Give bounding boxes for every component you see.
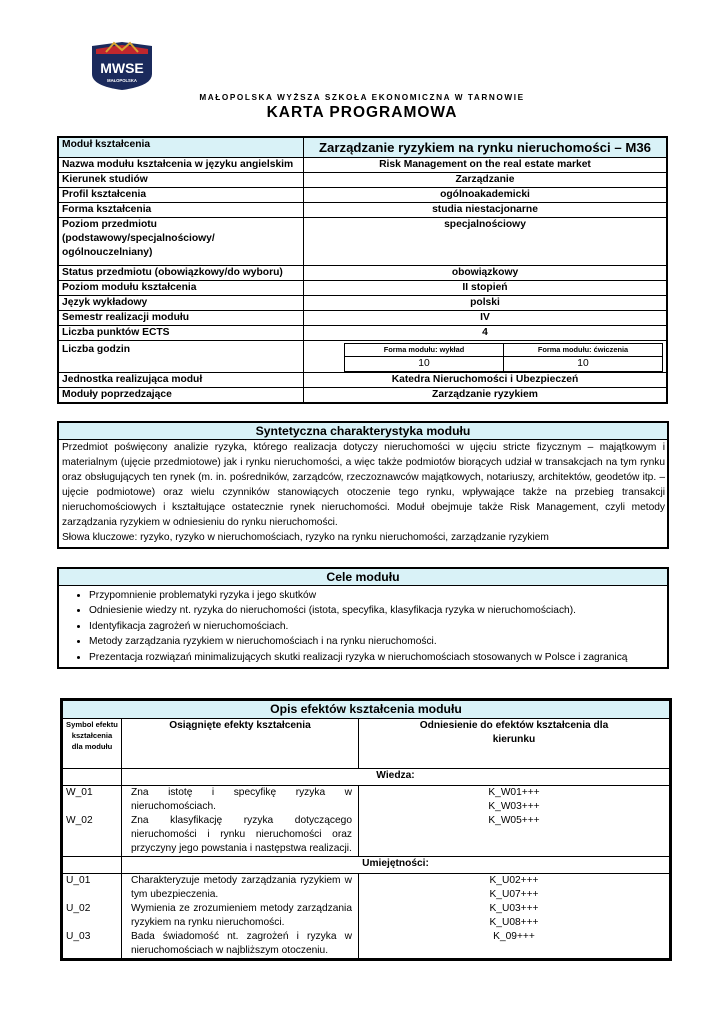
module-row <box>58 137 667 158</box>
info-value: Risk Management on the real estate market <box>304 158 668 173</box>
info-row <box>58 218 667 266</box>
info-value: studia niestacjonarne <box>304 203 668 218</box>
info-row <box>58 266 667 281</box>
effects-column-header: Osiągnięte efekty kształcenia <box>122 719 359 769</box>
effect-description: Zna klasyfikację ryzyka dotyczącego nieruchomości i rynku nieruchomości oraz przyczyny jego powstania i następstwa realizacji. <box>131 815 352 854</box>
info-row <box>58 158 667 173</box>
refs-column-header: Odniesienie do efektów kształcenia dla kierunku <box>359 719 670 769</box>
effect-symbol: U_01 <box>66 875 91 886</box>
goals-section <box>57 567 669 669</box>
info-row <box>58 173 667 188</box>
skills-row <box>63 874 670 959</box>
prereq-row <box>58 388 667 404</box>
info-value: ogólnoakademicki <box>304 188 668 203</box>
info-row <box>58 281 667 296</box>
info-value: 4 <box>304 326 668 341</box>
logo-emblem-icon <box>86 40 158 92</box>
hours-label: Liczba godzin <box>58 341 304 373</box>
effect-ref: K_W03+++ <box>488 801 540 812</box>
unit-row <box>58 373 667 388</box>
logo-text: MWSE <box>100 60 144 76</box>
hours-row <box>58 341 667 373</box>
school-name: MAŁOPOLSKA WYŻSZA SZKOŁA EKONOMICZNA W TARNOWIE <box>199 93 525 102</box>
effect-symbol: W_02 <box>66 815 93 826</box>
goals-list <box>59 586 667 667</box>
info-value: polski <box>304 296 668 311</box>
info-label: Poziom przedmiotu (podstawowy/specjalnościowy/ ogólnouczelniany) <box>58 218 304 266</box>
info-label: Poziom modułu kształcenia <box>58 281 304 296</box>
effect-symbol: W_01 <box>66 787 93 798</box>
exercise-form-label: Forma modułu: ćwiczenia <box>504 344 663 357</box>
synthetic-description: Przedmiot poświęcony analizie ryzyka, którego realizacja dotyczy nieruchomości w ujęciu stricte fizycznym – majątkowym i materialnym (ujęcie przedmiotowe) jak i rynku nieruchomości, a więc także podmiotów biorących udział w transakcjach na tym rynku oraz obsługujących ten rynek (m. in. pośredników, zarządców, rzeczoznawców majątkowych, notariuszy, architektów, geodetów itp. – ujęcie podmiotowe) oraz wielu czynników stanowiących otoczenie tego rynku, wpływające także na przebieg transakcji nieruchomościowych i kształtujące ostatecznie rynek nieruchomości. Moduł obejmuje także Risk Management, czyli metody zarządzania ryzykiem w odniesieniu do rynku nieruchomości. <box>62 442 665 528</box>
goal-item: • Przypomnienie problematyki ryzyka i jego skutków <box>89 588 663 603</box>
info-row <box>58 296 667 311</box>
info-label: Forma kształcenia <box>58 203 304 218</box>
effect-description: Zna istotę i specyfikę ryzyka w nieruchomościach. <box>131 787 352 812</box>
synthetic-keywords: Słowa kluczowe: ryzyko, ryzyko w nieruchomościach, ryzyko na rynku nieruchomości, zarządzanie ryzykiem <box>62 532 549 543</box>
hours-table <box>344 343 663 372</box>
info-row <box>58 311 667 326</box>
info-value: specjalnościowy <box>304 218 668 266</box>
prereq-label: Moduły poprzedzające <box>58 388 304 404</box>
skills-label: Umiejętności: <box>122 857 670 874</box>
info-value: IV <box>304 311 668 326</box>
info-row <box>58 326 667 341</box>
effect-description: Wymienia ze zrozumieniem metody zarządzania ryzykiem na rynku nieruchomości. <box>131 903 352 928</box>
module-value: Zarządzanie ryzykiem na rynku nieruchomości – M36 <box>304 137 668 158</box>
info-label: Nazwa modułu kształcenia w języku angielskim <box>58 158 304 173</box>
effect-ref: K_U03+++ <box>489 903 539 914</box>
effects-table <box>62 700 670 959</box>
effects-section <box>60 698 672 961</box>
prereq-value: Zarządzanie ryzykiem <box>304 388 668 404</box>
synthetic-text <box>59 440 667 547</box>
synthetic-section <box>57 421 669 549</box>
goals-title: Cele modułu <box>59 569 667 586</box>
effect-ref: K_U02+++ <box>489 875 539 886</box>
info-label: Liczba punktów ECTS <box>58 326 304 341</box>
effect-description: Bada świadomość nt. zagrożeń i ryzyka w nieruchomościach w najbliższym otoczeniu. <box>131 931 352 956</box>
goal-item: • Identyfikacja zagrożeń w nieruchomościach. <box>89 619 663 634</box>
info-label: Semestr realizacji modułu <box>58 311 304 326</box>
effect-ref: K_W05+++ <box>488 815 540 826</box>
info-value: Zarządzanie <box>304 173 668 188</box>
info-label: Status przedmiotu (obowiązkowy/do wyboru) <box>58 266 304 281</box>
effect-description: Charakteryzuje metody zarządzania ryzykiem w tym ubezpieczenia. <box>131 875 352 900</box>
lecture-hours-value: 10 <box>345 357 504 372</box>
unit-value: Katedra Nieruchomości i Ubezpieczeń <box>304 373 668 388</box>
exercise-hours-value: 10 <box>504 357 663 372</box>
goal-item: • Prezentacja rozwiązań minimalizujących skutki realizacji ryzyka w nieruchomościach stosowanych w Polsce i zagranicą <box>89 650 663 665</box>
info-row <box>58 188 667 203</box>
page-title: KARTA PROGRAMOWA <box>266 104 458 121</box>
school-logo <box>86 40 158 92</box>
logo-subtext: MAŁOPOLSKA <box>107 78 137 83</box>
info-label: Profil kształcenia <box>58 188 304 203</box>
knowledge-label: Wiedza: <box>122 769 670 786</box>
lecture-form-label: Forma modułu: wykład <box>345 344 504 357</box>
info-label: Kierunek studiów <box>58 173 304 188</box>
effect-symbol: U_02 <box>66 903 91 914</box>
synthetic-title: Syntetyczna charakterystyka modułu <box>59 423 667 440</box>
effect-ref: K_U08+++ <box>489 917 539 928</box>
info-value: obowiązkowy <box>304 266 668 281</box>
goal-item: • Odniesienie wiedzy nt. ryzyka do nieruchomości (istota, specyfika, klasyfikacja ryzyka w nieruchomościach). <box>89 603 663 618</box>
module-info-table <box>57 136 668 404</box>
effect-ref: K_09+++ <box>493 931 535 942</box>
info-value: II stopień <box>304 281 668 296</box>
effect-ref: K_U07+++ <box>489 889 539 900</box>
effect-symbol: U_03 <box>66 931 91 942</box>
symbol-column-header: Symbol efektu kształcenia dla modułu <box>63 719 122 769</box>
module-label: Moduł kształcenia <box>58 137 304 158</box>
unit-label: Jednostka realizująca moduł <box>58 373 304 388</box>
info-label: Język wykładowy <box>58 296 304 311</box>
goal-item: • Metody zarządzania ryzykiem w nieruchomościach i na rynku nieruchomości. <box>89 634 663 649</box>
effect-ref: K_W01+++ <box>488 787 540 798</box>
info-row <box>58 203 667 218</box>
knowledge-row <box>63 786 670 857</box>
effects-title: Opis efektów kształcenia modułu <box>63 701 670 719</box>
